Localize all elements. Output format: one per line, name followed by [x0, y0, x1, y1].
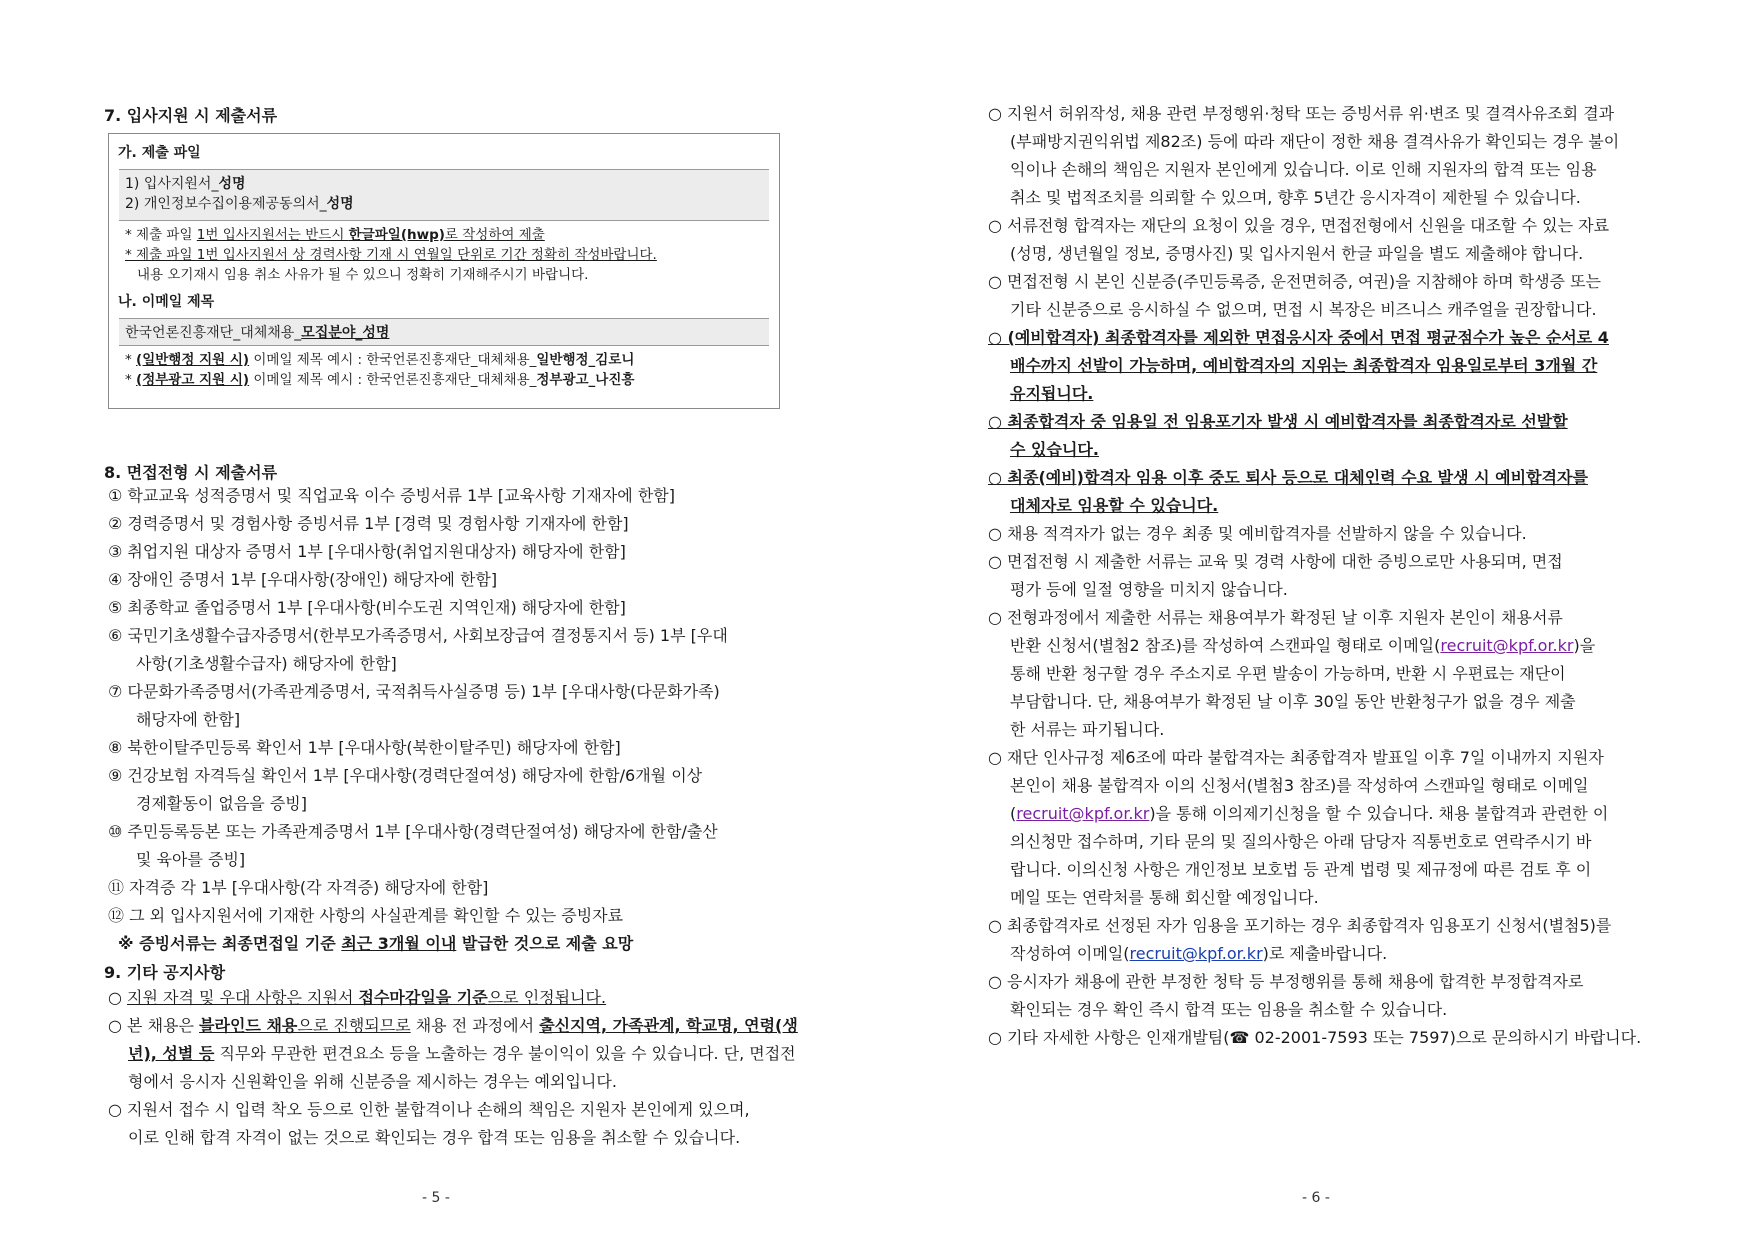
- reserve-notice: ○ 최종(예비)합격자 임용 이후 중도 퇴사 등으로 대체인력 수요 발생 시 예비합격자를: [988, 468, 1588, 487]
- section-9-title: 9. 기타 공지사항: [104, 963, 226, 982]
- notice-item-cont: 통해 반환 청구할 경우 주소지로 우편 발송이 가능하며, 반환 시 우편료는 재단이: [1010, 664, 1566, 683]
- notice-item-cont: (부패방지권익위법 제82조) 등에 따라 재단이 정한 채용 결격사유가 확인되는 경우 불이: [1010, 132, 1620, 151]
- document-item: ⑦ 다문화가족증명서(가족관계증명서, 국적취득사실증명 등) 1부 [우대사항(다문화가족): [108, 682, 720, 701]
- notice-item-cont: 의신청만 접수하며, 기타 문의 및 질의사항은 아래 담당자 직통번호로 연락주시기 바: [1010, 832, 1592, 851]
- contact-notice: ○ 기타 자세한 사항은 인재개발팀(☎ 02-2001-7593 또는 7597)으로 문의하시기 바랍니다.: [988, 1028, 1642, 1047]
- notice-item: ○ 최종합격자로 선정된 자가 임용을 포기하는 경우 최종합격자 임용포기 신청서(별첨5)를: [988, 916, 1612, 935]
- notice-item: ○ 재단 인사규정 제6조에 따라 불합격자는 최종합격자 발표일 이후 7일 이내까지 지원자: [988, 748, 1604, 767]
- notice-item: ○ 본 채용은 블라인드 채용으로 진행되므로 채용 전 과정에서 출신지역, 가족관계, 학교명, 연령(생: [108, 1016, 798, 1035]
- reserve-notice: ○ (예비합격자) 최종합격자를 제외한 면접응시자 중에서 면접 평균점수가 높은 순서로 4: [988, 328, 1609, 347]
- document-item: ② 경력증명서 및 경험사항 증빙서류 1부 [경력 및 경험사항 기재자에 한함]: [108, 514, 629, 533]
- email-link[interactable]: recruit@kpf.or.kr: [1129, 944, 1263, 963]
- notice-item-cont: 본인이 채용 불합격자 이의 신청서(별첨3 참조)를 작성하여 스캔파일 형태로 이메일: [1010, 776, 1589, 795]
- document-item: ⑥ 국민기초생활수급자증명서(한부모가족증명서, 사회보장급여 결정통지서 등) 1부 [우대: [108, 626, 728, 645]
- document-item: ⑨ 건강보험 자격득실 확인서 1부 [우대사항(경력단절여성) 해당자에 한함/6개월 이상: [108, 766, 703, 785]
- notice-item: ○ 지원서 접수 시 입력 착오 등으로 인한 불합격이나 손해의 책임은 지원자 본인에게 있으며,: [108, 1100, 750, 1119]
- notice-item-cont: 작성하여 이메일(recruit@kpf.or.kr)로 제출바랍니다.: [1010, 944, 1388, 963]
- submission-files-box: [108, 133, 780, 409]
- document-item: ⑧ 북한이탈주민등록 확인서 1부 [우대사항(북한이탈주민) 해당자에 한함]: [108, 738, 621, 757]
- document-item: ③ 취업지원 대상자 증명서 1부 [우대사항(취업지원대상자) 해당자에 한함]: [108, 542, 626, 561]
- evidence-note: ※ 증빙서류는 최종면접일 기준 최근 3개월 이내 발급한 것으로 제출 요망: [118, 934, 634, 953]
- notice-item-cont: 익이나 손해의 책임은 지원자 본인에게 있습니다. 이로 인해 지원자의 합격 또는 임용: [1010, 160, 1597, 179]
- document-item: ⑪ 자격증 각 1부 [우대사항(각 자격증) 해당자에 한함]: [108, 878, 489, 897]
- notice-item-cont: 반환 신청서(별첨2 참조)를 작성하여 스캔파일 형태로 이메일(recruit@kpf.or.kr)을: [1010, 636, 1596, 655]
- email-link[interactable]: recruit@kpf.or.kr: [1016, 804, 1150, 823]
- notice-item-cont: (recruit@kpf.or.kr)을 통해 이의제기신청을 할 수 있습니다. 채용 불합격과 관련한 이: [1010, 804, 1609, 823]
- file-list: [119, 169, 769, 221]
- reserve-notice-cont: 유지됩니다.: [1010, 384, 1094, 403]
- document-item: ① 학교교육 성적증명서 및 직업교육 이수 증빙서류 1부 [교육사항 기재자에 한함]: [108, 486, 676, 505]
- notice-item-cont: 기타 신분증으로 응시하실 수 없으며, 면접 시 복장은 비즈니스 캐주얼을 권장합니다.: [1010, 300, 1597, 319]
- section-7-title: 7. 입사지원 시 제출서류: [104, 106, 278, 125]
- document-item: ④ 장애인 증명서 1부 [우대사항(장애인) 해당자에 한함]: [108, 570, 498, 589]
- file-item: 1) 입사지원서_성명: [125, 176, 246, 192]
- document-item-cont: 경제활동이 없음을 증빙]: [136, 794, 307, 813]
- document-item: ⑩ 주민등록등본 또는 가족관계증명서 1부 [우대사항(경력단절여성) 해당자에 한함/출산: [108, 822, 718, 841]
- notice-item-cont: 랍니다. 이의신청 사항은 개인정보 보호법 등 관계 법령 및 제규정에 따른 검토 후 이: [1010, 860, 1592, 879]
- notice-item-cont: 부담합니다. 단, 채용여부가 확정된 날 이후 30일 동안 반환청구가 없을 경우 제출: [1010, 692, 1576, 711]
- notice-item: ○ 면접전형 시 본인 신분증(주민등록증, 운전면허증, 여권)을 지참해야 하며 학생증 또는: [988, 272, 1601, 291]
- reserve-notice-cont: 배수까지 선발이 가능하며, 예비합격자의 지위는 최종합격자 임용일로부터 3개월 간: [1010, 356, 1598, 375]
- email-link[interactable]: recruit@kpf.or.kr: [1440, 636, 1574, 655]
- notice-item: ○ 응시자가 채용에 관한 부정한 청탁 등 부정행위를 통해 채용에 합격한 부정합격자로: [988, 972, 1584, 991]
- notice-item: ○ 채용 적격자가 없는 경우 최종 및 예비합격자를 선발하지 않을 수 있습니다.: [988, 524, 1527, 543]
- notice-item-cont: 확인되는 경우 확인 즉시 합격 또는 임용을 취소할 수 있습니다.: [1010, 1000, 1448, 1019]
- notice-item: ○ 서류전형 합격자는 재단의 요청이 있을 경우, 면접전형에서 신원을 대조할 수 있는 자료: [988, 216, 1610, 235]
- reserve-notice-cont: 대체자로 임용할 수 있습니다.: [1010, 496, 1219, 515]
- document-item: ⑤ 최종학교 졸업증명서 1부 [우대사항(비수도권 지역인재) 해당자에 한함]: [108, 598, 626, 617]
- career-note-2: 내용 오기재시 임용 취소 사유가 될 수 있으니 정확히 기재해주시기 바랍니다.: [137, 267, 589, 283]
- document-item-cont: 및 육아를 증빙]: [136, 850, 246, 869]
- career-note: * 제출 파일 1번 입사지원서 상 경력사항 기재 시 연월일 단위로 기간 정확히 작성바랍니다.: [125, 247, 657, 263]
- notice-item-cont: 형에서 응시자 신원확인을 위해 신분증을 제시하는 경우는 예외입니다.: [128, 1072, 617, 1091]
- reserve-notice: ○ 최종합격자 중 임용일 전 임용포기자 발생 시 예비합격자를 최종합격자로 선발할: [988, 412, 1568, 431]
- notice-item-cont: 취소 및 법적조치를 의뢰할 수 있으며, 향후 5년간 응시자격이 제한될 수 있습니다.: [1010, 188, 1581, 207]
- notice-item-cont: 평가 등에 일절 영향을 미치지 않습니다.: [1010, 580, 1288, 599]
- email-example: * (일반행정 지원 시) 이메일 제목 예시 : 한국언론진흥재단_대체채용_일반행정_김로니: [125, 352, 635, 368]
- document-item-cont: 사항(기초생활수급자) 해당자에 한함]: [136, 654, 397, 673]
- file-note: * 제출 파일 1번 입사지원서는 반드시 한글파일(hwp)로 작성하여 제출: [125, 227, 545, 243]
- file-item: 2) 개인정보수집이용제공동의서_성명: [125, 196, 354, 212]
- email-example: * (정부광고 지원 시) 이메일 제목 예시 : 한국언론진흥재단_대체채용_정부광고_나진흥: [125, 372, 635, 388]
- notice-item: ○ 지원 자격 및 우대 사항은 지원서 접수마감일을 기준으로 인정됩니다.: [108, 988, 607, 1007]
- notice-item-cont: 년), 성별 등 직무와 무관한 편견요소 등을 노출하는 경우 불이익이 있을 수 있습니다. 단, 면접전: [128, 1044, 796, 1063]
- page-number: - 6 -: [1302, 1190, 1330, 1206]
- notice-item: ○ 면접전형 시 제출한 서류는 교육 및 경력 사항에 대한 증빙으로만 사용되며, 면접: [988, 552, 1563, 571]
- page-number: - 5 -: [422, 1190, 450, 1206]
- section-8-title: 8. 면접전형 시 제출서류: [104, 463, 278, 482]
- sub-heading-files: 가. 제출 파일: [118, 145, 201, 161]
- email-format: 한국언론진흥재단_대체채용_모집분야_성명: [119, 318, 769, 346]
- document-item-cont: 해당자에 한함]: [136, 710, 241, 729]
- notice-item-cont: 이로 인해 합격 자격이 없는 것으로 확인되는 경우 합격 또는 임용을 취소할 수 있습니다.: [128, 1128, 741, 1147]
- notice-item-cont: 한 서류는 파기됩니다.: [1010, 720, 1165, 739]
- notice-item-cont: (성명, 생년월일 정보, 증명사진) 및 입사지원서 한글 파일을 별도 제출해야 합니다.: [1010, 244, 1584, 263]
- sub-heading-email: 나. 이메일 제목: [118, 294, 215, 310]
- notice-item: ○ 전형과정에서 제출한 서류는 채용여부가 확정된 날 이후 지원자 본인이 채용서류: [988, 608, 1563, 627]
- document-item: ⑫ 그 외 입사지원서에 기재한 사항의 사실관계를 확인할 수 있는 증빙자료: [108, 906, 624, 925]
- reserve-notice-cont: 수 있습니다.: [1010, 440, 1099, 459]
- notice-item: ○ 지원서 허위작성, 채용 관련 부정행위·청탁 또는 증빙서류 위·변조 및 결격사유조회 결과: [988, 104, 1615, 123]
- notice-item-cont: 메일 또는 연락처를 통해 회신할 예정입니다.: [1010, 888, 1319, 907]
